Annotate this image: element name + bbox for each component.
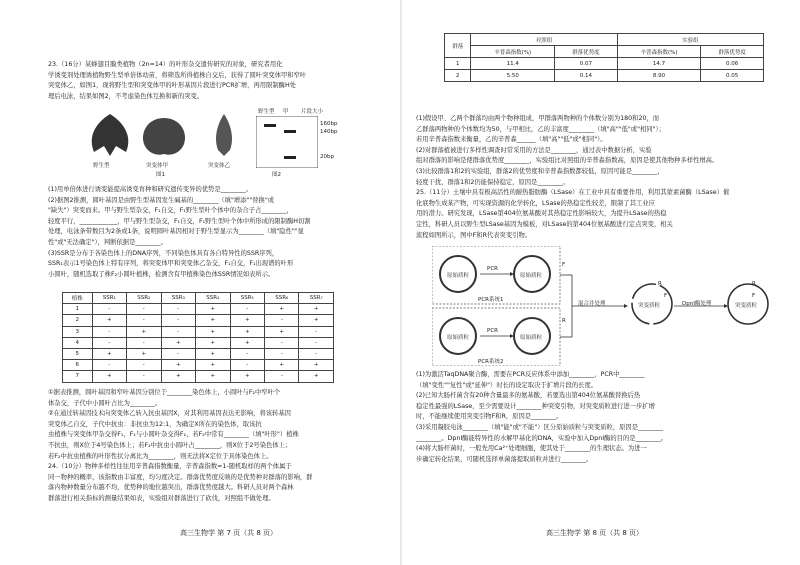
- pcr-system-1-label: PCR系统1: [478, 297, 504, 303]
- q25-line: (2)已知大肠杆菌含有20种含量最多的氨基酸，若要选出第404位氨基酸替换后热: [416, 392, 641, 400]
- primer-r-label: R: [562, 318, 566, 324]
- ssr-cell: 5: [63, 348, 93, 359]
- q23-part1-line: (2)据图2推测，圆叶基因是由野生型基因发生碱基的________（填"增添""替换"或: [48, 196, 275, 204]
- q24-25-line: 轻度干扰，群落1和2仍能保持稳定，原因是________。: [416, 178, 569, 186]
- q23-intro-line: 学诱变剂处理诱植物野生型单倍体幼苗，将筛选所得植株自交后，获得了圆叶突变体甲和窄叶: [48, 71, 307, 79]
- table-row: [63, 348, 334, 359]
- q24-25-line: (2)对群落植被进行多样性调查时常采用的方法是________，通过表中数据分析，实验: [416, 146, 652, 154]
- ssr-cell: +: [92, 348, 126, 359]
- ssr-cell: -: [127, 315, 161, 326]
- ssr-cell: +: [161, 360, 195, 371]
- q23-part2-line: 群落进行相关指标的测量结果如表，实验组对群落进行了砍伐，对照组不做处理。: [48, 495, 275, 502]
- q23-part2-line: 24.（10分）物种多样性往往用辛普森指数衡量，辛普森指数=1-随机取样的两个体属于: [48, 463, 292, 471]
- sub-header: 辛普森指数(%): [471, 46, 555, 58]
- sub-header: 群落优势度: [555, 46, 618, 58]
- pcr-system-2-label: PCR系统2: [478, 359, 504, 365]
- fig1-label-1: 突变体甲: [146, 163, 169, 169]
- mix-label: 混合并处理: [578, 301, 606, 307]
- ssr-cell: +: [230, 371, 264, 382]
- ssr-cell: +: [196, 315, 230, 326]
- q23-part1-line: (3)SSR是分布于各染色体上的DNA序列，不同染色体具有各自特异性的SSR序列，: [48, 249, 279, 257]
- ssr-cell: +: [230, 315, 264, 326]
- page-footer: 高三生物学 第 8 页（共 8 页）: [546, 529, 644, 537]
- ssr-header-cell: 植株: [63, 293, 93, 304]
- ssr-cell: -: [92, 337, 126, 348]
- gel-size-2: 20bp: [320, 154, 334, 160]
- gel-image: [256, 116, 318, 168]
- gel-band: [284, 156, 296, 159]
- ssr-cell: -: [127, 360, 161, 371]
- ssr-cell: +: [299, 315, 334, 326]
- pcr-label-1: PCR: [487, 266, 498, 272]
- ssr-cell: -: [230, 348, 264, 359]
- q24-25-line: 用的潜力。研究发现，LSase第404位氨基酸对其热稳定性影响较大，为提升LSase的热稳: [416, 210, 667, 218]
- ssr-cell: -: [264, 348, 298, 359]
- ssr-cell: 4: [63, 337, 93, 348]
- ssr-cell: +: [92, 315, 126, 326]
- plasmid-label: 原始质粒: [520, 273, 543, 279]
- q23-part1-line: "缺失"）突变而来。甲与野生型杂交，F₁自交，F₁野生型叶个体中的杂合子占________，: [48, 207, 293, 215]
- ssr-header-cell: SSR₃: [161, 293, 195, 304]
- q25-line: 步确定转化结果，可随机选择单菌落提取质粒并进行________。: [416, 455, 593, 463]
- ssr-cell: +: [196, 348, 230, 359]
- pcr-label-2: PCR: [487, 328, 498, 334]
- mutant-b-leaf-icon: [216, 114, 232, 156]
- q25-line: 时，不能继续使用突变引物F和R，原因是________。: [416, 413, 563, 421]
- ssr-cell: 6: [63, 360, 93, 371]
- ssr-cell: -: [230, 360, 264, 371]
- final-plasmid-label: 突变质粒: [735, 303, 758, 309]
- ssr-cell: +: [196, 304, 230, 315]
- q23-part2-line: ①据表推测，圆叶基因和窄叶基因分别位于________染色体上，小圆叶与F₂中窄叶个: [48, 389, 281, 396]
- ssr-cell: +: [264, 360, 298, 371]
- primer-f-label: F: [752, 293, 756, 299]
- ssr-header-cell: SSR₇: [299, 293, 334, 304]
- col-community: 群落: [445, 34, 471, 58]
- table-row: [63, 315, 334, 326]
- q24-25-line: 25.（11分）土壤中具有极高活性的耐热脂肪酶（LSase）在工业中具有重要作用，利用其蒙素菌酶（LSase）催: [416, 189, 730, 197]
- q25-line: (1)为激活TaqDNA聚合酶，需要在PCR反应体系中添加________，PCR中________: [416, 371, 645, 378]
- ssr-cell: -: [127, 304, 161, 315]
- ssr-cell: +: [127, 348, 161, 359]
- community-cell: 0.06: [701, 58, 764, 70]
- q23-part2-line: 同一物种的概率，该指数由丰富度，均匀度决定。群落优势度反映的是优势种对群落的影响，群: [48, 473, 313, 481]
- ssr-cell: -: [92, 326, 126, 337]
- ssr-cell: +: [196, 360, 230, 371]
- ssr-cell: 3: [63, 326, 93, 337]
- community-cell: 0.05: [701, 70, 764, 82]
- ssr-cell: +: [299, 371, 334, 382]
- ssr-header-cell: SSR₄: [196, 293, 230, 304]
- community-cell: 5.50: [471, 70, 555, 82]
- q24-25-line: (3)比较群落1和2的实验组，群落2的优势度和辛普森指数都较低，原因可能是________，: [416, 168, 664, 175]
- table-row: [63, 371, 334, 382]
- gel-header-0: 野生型: [258, 109, 275, 115]
- ssr-cell: -: [161, 326, 195, 337]
- ssr-cell: +: [127, 326, 161, 337]
- plasmid-label: 原始质粒: [447, 335, 470, 341]
- ssr-cell: -: [299, 326, 334, 337]
- q23-part1-line: 小圆叶，随机选取了株F₂小圆叶植株，检测含有甲植株染色体SSR情况如表所示。: [48, 270, 275, 278]
- q23-intro-line: 23.（16分）某蜂翅目膜类植物（2n=14）的叶形杂交遗传研究的对象，研究者用化: [48, 61, 283, 68]
- ssr-cell: 7: [63, 371, 93, 382]
- community-cell: 0.07: [555, 58, 618, 70]
- ssr-cell: +: [264, 304, 298, 315]
- ssr-cell: -: [264, 337, 298, 348]
- plasmid-label: 原始质粒: [447, 273, 470, 279]
- community-cell: 1: [445, 58, 471, 70]
- fig1-label-0: 野生型: [93, 163, 110, 169]
- gel-header-1: 甲: [283, 109, 289, 115]
- community-cell: 14.7: [617, 58, 701, 70]
- q24-25-line: 若用辛普森指数来衡量，乙的辛普森______（填"高""低"或"相同"）。: [416, 136, 607, 144]
- ssr-header-cell: SSR₁: [92, 293, 126, 304]
- q25-line: （填"变性""复性"或"延伸"）时长的设定取决于扩增片段的长度。: [416, 381, 598, 389]
- ssr-header-cell: SSR₅: [230, 293, 264, 304]
- ssr-cell: -: [127, 371, 161, 382]
- community-cell: 2: [445, 70, 471, 82]
- q25-line: (3)采用凝胶电泳________（填"能"或"不能"）区分原始质粒与突变质粒，原因是________: [416, 424, 664, 431]
- q24-25-line: 化底物生成某产物，可实现资源的化学转化，LSase的热稳定性较差，限制了其工业应: [416, 199, 655, 207]
- ssr-header-cell: SSR₆: [264, 293, 298, 304]
- ssr-cell: +: [196, 371, 230, 382]
- gel-size-1: 140bp: [320, 129, 338, 135]
- ssr-cell: -: [92, 360, 126, 371]
- q24-25-line: (1)假设甲、乙两个群落均由两个物种组成，甲群落两物种的个体数分别为180和20，而: [416, 115, 660, 122]
- q23-part2-line: 突变体乙自交，子代中抗虫：非抗虫为12:1，为确定X所在的染色体，取该抗: [48, 420, 262, 428]
- ssr-cell: +: [264, 326, 298, 337]
- q23-part1-line: 轻度平行，____________，甲与野生型杂交，F₁自交，F₁野生型叶个体中所形成的限制酶H切割: [48, 217, 311, 225]
- q23-part2-line: 落内物种数量分布越不均，优势种的地位越突出，群落优势度越大。科研人员对两个森林: [48, 484, 294, 492]
- ssr-cell: +: [161, 337, 195, 348]
- table-row: [63, 360, 334, 371]
- q23-part2-line: 不抗虫，则X位于4号染色体上；若F₂中抗虫小圆叶占________，则X位于2号染色体上；: [48, 442, 292, 449]
- gel-band: [264, 124, 276, 127]
- primer-f-label: F: [664, 293, 668, 299]
- primer-f-label: F: [562, 262, 566, 268]
- ssr-cell: +: [161, 371, 195, 382]
- q24-25-line: 定性，科研人员以野生型LSase基因为模板，对LSase的第404位氨基酸进行定点突变，相关: [416, 221, 673, 228]
- col-experimental: 实验组: [617, 34, 763, 46]
- q23-part2-line: 虫植株与突变体甲杂交得F₁，F₁与小圆叶杂交得F₂，若F₂中常有________（填"叶形"）植株: [48, 431, 299, 439]
- fig1-caption: 图1: [156, 172, 165, 178]
- mutant-a-leaf-icon: [143, 118, 185, 155]
- sub-header: 辛普森指数(%): [617, 46, 701, 58]
- ssr-cell: -: [127, 337, 161, 348]
- fig1-label-2: 突变体乙: [208, 163, 231, 169]
- community-cell: 0.14: [555, 70, 618, 82]
- dpn-label: DpnⅠ酶处理: [682, 301, 712, 307]
- ssr-cell: +: [299, 360, 334, 371]
- q24-25-line: 乙群落两物种的个体数均为50，与甲相比，乙的丰富度________（填"高""低"或"相同"）；: [416, 125, 665, 133]
- q23-part2-line: ②在通过转基因技术向突变体乙转入抗虫基因X，对其利用基因表达无影响，将该转基因: [48, 410, 291, 418]
- ssr-cell: 2: [63, 315, 93, 326]
- ssr-cell: +: [299, 304, 334, 315]
- gel-header-2: 片段大小: [301, 109, 324, 115]
- ssr-cell: -: [161, 304, 195, 315]
- q25-line: ________。DpnⅠ酶能特异性的水解甲基化的DNA，实验中加入DpnⅠ酶的目的是________。: [416, 434, 668, 442]
- leaf-figures: [80, 112, 280, 162]
- primer-r-label: R: [658, 281, 662, 287]
- ssr-cell: +: [196, 326, 230, 337]
- q23-intro-line: 理后电泳，结果如图2，不考虑染色体互换和新的突变。: [48, 92, 204, 100]
- fig2-caption: 图2: [272, 172, 281, 178]
- community-cell: 11.4: [471, 58, 555, 70]
- ssr-table: [62, 292, 334, 383]
- plasmid-label: 原始质粒: [520, 335, 543, 341]
- ssr-cell: +: [92, 371, 126, 382]
- gel-size-0: 160bp: [320, 121, 338, 127]
- q25-line: 稳定性最强的LSase，至少需要设计________种突变引物，对突变质粒进行进一步扩增: [416, 402, 655, 410]
- table-row: [63, 304, 334, 315]
- ssr-cell: +: [196, 337, 230, 348]
- q23-part1-line: 性"或"无法确定"），判断依据是________。: [48, 239, 167, 246]
- page-footer: 高三生物学 第 7 页（共 8 页）: [180, 529, 278, 537]
- q24-25-line: 流程如图所示，图中F和R代表突变引物。: [416, 231, 532, 239]
- wildtype-leaf-icon: [92, 114, 129, 156]
- ssr-cell: 1: [63, 304, 93, 315]
- ssr-cell: -: [264, 371, 298, 382]
- q23-part1-line: (1)用单倍体进行诱变能提高诱变育种和研究遗传变异的优势是________。: [48, 186, 253, 193]
- ssr-cell: -: [161, 348, 195, 359]
- sub-header: 群落优势度: [701, 46, 764, 58]
- q23-intro-line: 突变体乙，如图1，现将野生型和突变体甲的叶形基因片段进行PCR扩增，再用限制酶H处: [48, 82, 296, 90]
- ssr-cell: -: [161, 315, 195, 326]
- ssr-cell: -: [264, 315, 298, 326]
- table-row: [63, 326, 334, 337]
- right-page: [402, 0, 800, 565]
- mutant-plasmid-label: 突变质粒: [638, 303, 661, 309]
- ssr-cell: +: [230, 326, 264, 337]
- ssr-cell: -: [299, 348, 334, 359]
- q23-part1-line: 处理，电泳条带数目为2条或1条，说明圆叶基因相对于野生型显示为________（填"隐性""显: [48, 228, 304, 236]
- primer-r-label: R: [752, 281, 756, 287]
- ssr-cell: -: [299, 337, 334, 348]
- q25-line: (4)将大肠杆菌时，一般先用Ca²⁺处理细胞，使其处于________的生理状态。为进一: [416, 445, 647, 453]
- table-row: [445, 70, 764, 82]
- q24-25-line: 组对群落的影响是使群落优势度________，实验组比对照组的辛普森指数高，原因是使其他物种多样性增高。: [416, 157, 719, 165]
- ssr-cell: -: [92, 304, 126, 315]
- q23-part1-line: SSR₁表示1号染色体上特有序列，将突变体甲和突变体乙杂交，F₁自交，F₁出现谱的叶形: [48, 260, 294, 268]
- ssr-header-cell: SSR₂: [127, 293, 161, 304]
- q23-part2-line: 若F₂中抗虫植株的叶形性状分离比为________，则无法将X定位于具体染色体上。: [48, 452, 273, 460]
- ssr-cell: -: [230, 304, 264, 315]
- community-cell: 8.90: [617, 70, 701, 82]
- table-row: [63, 337, 334, 348]
- ssr-cell: +: [230, 337, 264, 348]
- q23-part2-line: 体杂交，子代中小圆叶占比为________。: [48, 399, 162, 407]
- table-row: [445, 58, 764, 70]
- community-table: [444, 33, 764, 82]
- col-control: 对照组: [471, 34, 617, 46]
- gel-band: [284, 130, 296, 133]
